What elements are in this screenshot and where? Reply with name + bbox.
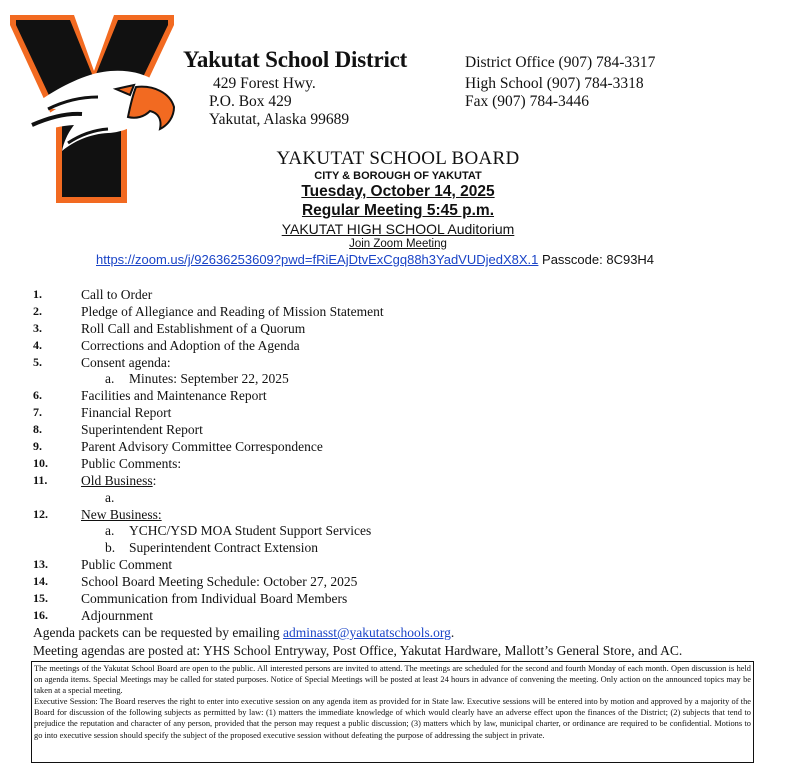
subitem-text: Minutes: September 22, 2025 (129, 371, 289, 387)
item-label: New Business: (81, 506, 162, 522)
item-label-colon: : (152, 472, 157, 488)
zoom-passcode: Passcode: 8C93H4 (542, 252, 655, 267)
item-label: Public Comment (81, 557, 173, 573)
item-number: 9. (33, 439, 42, 454)
item-number: 6. (33, 388, 42, 403)
district-name: Yakutat School District (183, 47, 408, 72)
item-number: 11. (33, 472, 48, 487)
item-label: Consent agenda: (81, 354, 171, 370)
agenda-item (0, 387, 796, 404)
agenda-subitem (0, 370, 796, 387)
item-number: 8. (33, 422, 42, 437)
meeting-date: Tuesday, October 14, 2025 (301, 183, 495, 200)
subitem-letter: a. (105, 371, 115, 387)
item-number: 12. (33, 506, 48, 521)
agenda-item (0, 303, 796, 320)
packets-suffix: . (450, 625, 455, 640)
high-school-phone: High School (907) 784-3318 (465, 75, 644, 92)
agenda-item (0, 438, 796, 455)
item-label: Pledge of Allegiance and Reading of Mission Statement (81, 303, 384, 319)
item-number: 4. (33, 337, 42, 352)
agenda-item (0, 286, 796, 303)
agenda-item (0, 607, 796, 624)
meeting-location: YAKUTAT HIGH SCHOOL Auditorium (281, 221, 515, 237)
public-meeting-notice: The meetings of the Yakutat School Board are open to the public. All interested persons are invited to attend. The meetings are scheduled for the second and fourth Monday of each month. Open discussion is held on agenda items. Special Meetings may be called for stated purposes. Notice of Special Meetings will be posted at least 24 hours in advance of convening the meeting. Only action on the announced topics may be taken at a special meeting. (34, 664, 751, 696)
subitem-text: YCHC/YSD MOA Student Support Services (129, 523, 372, 539)
agenda-item (0, 455, 796, 472)
subitem-letter: a. (105, 523, 115, 539)
agenda-list (0, 286, 796, 624)
item-number: 5. (33, 354, 42, 369)
item-number: 10. (33, 455, 48, 470)
address-po-box: P.O. Box 429 (209, 93, 292, 110)
agenda-subitem (0, 539, 796, 556)
item-number: 2. (33, 303, 42, 318)
item-number: 7. (33, 405, 42, 420)
packets-email-link[interactable]: adminasst@yakutatschools.org (283, 625, 451, 640)
item-label: Adjournment (81, 607, 153, 623)
agenda-item (0, 421, 796, 438)
agenda-subitem (0, 489, 796, 506)
item-label: Financial Report (81, 405, 172, 421)
locality: CITY & BOROUGH OF YAKUTAT (314, 170, 482, 182)
agenda-item (0, 556, 796, 573)
item-label: School Board Meeting Schedule: October 27, 2025 (81, 574, 358, 590)
address-street: 429 Forest Hwy. (213, 75, 316, 92)
board-title: YAKUTAT SCHOOL BOARD (276, 148, 520, 169)
item-label: Communication from Individual Board Members (81, 591, 348, 607)
agenda-item (0, 354, 796, 371)
item-label: Roll Call and Establishment of a Quorum (81, 320, 306, 336)
agenda-subitem (0, 522, 796, 539)
item-label: Old Business (81, 472, 153, 488)
zoom-line (96, 252, 654, 267)
agenda-item (0, 506, 796, 523)
item-number: 1. (33, 287, 42, 301)
item-number: 13. (33, 557, 48, 572)
item-number: 14. (33, 574, 48, 589)
fax-number: Fax (907) 784-3446 (465, 93, 589, 110)
item-number: 16. (33, 607, 48, 622)
item-label: Public Comments: (81, 455, 182, 471)
item-label: Call to Order (81, 287, 153, 302)
address-city: Yakutat, Alaska 99689 (209, 111, 350, 128)
packets-prefix: Agenda packets can be requested by emailing (33, 625, 284, 640)
agenda-item (0, 573, 796, 590)
item-label-wrap (81, 472, 156, 489)
agenda-item (0, 472, 796, 489)
posted-locations: Meeting agendas are posted at: YHS School Entryway, Post Office, Yakutat Hardware, Mallott’s General Store, and AC. (33, 643, 683, 658)
item-label: Parent Advisory Committee Correspondence (81, 439, 323, 455)
packets-line (33, 625, 454, 641)
item-label: Facilities and Maintenance Report (81, 388, 267, 404)
zoom-link[interactable]: https://zoom.us/j/92636253609?pwd=fRiEAjDtvExCgq88h3YadVUDjedX8X.1 (96, 252, 539, 267)
agenda-item (0, 320, 796, 337)
executive-session-notice: Executive Session: The Board reserves the right to enter into executive session on any agenda item as provided for in State law. Executive sessions will be entered into by motion and approved by a majority of the Board for discussion of the following subjects as permitted by law: (1) matters the immediate knowledge of which would clearly have an adverse effect upon the finances of the District; (2) subjects that tend to prejudice the reputation and character of any person, provided that the person may request a public discussion; (3) matters which by law, municipal charter, or ordinance are required to be confidential. Motions to go into executive session should specify the subject of the proposed executive session without defeating the purpose of addressing the subject in private. (34, 697, 751, 740)
agenda-item (0, 404, 796, 421)
subitem-letter: a. (105, 489, 115, 505)
item-label: Corrections and Adoption of the Agenda (81, 337, 300, 353)
item-label: Superintendent Report (81, 422, 203, 438)
item-number: 15. (33, 591, 48, 606)
item-number: 3. (33, 320, 42, 335)
subitem-letter: b. (105, 540, 116, 556)
join-zoom-label: Join Zoom Meeting (349, 238, 447, 250)
agenda-item (0, 337, 796, 354)
agenda-item (0, 590, 796, 607)
district-office-phone: District Office (907) 784-3317 (465, 54, 656, 71)
meeting-type: Regular Meeting 5:45 p.m. (301, 202, 495, 219)
meeting-notice-box (31, 661, 754, 763)
subitem-text: Superintendent Contract Extension (129, 540, 318, 556)
